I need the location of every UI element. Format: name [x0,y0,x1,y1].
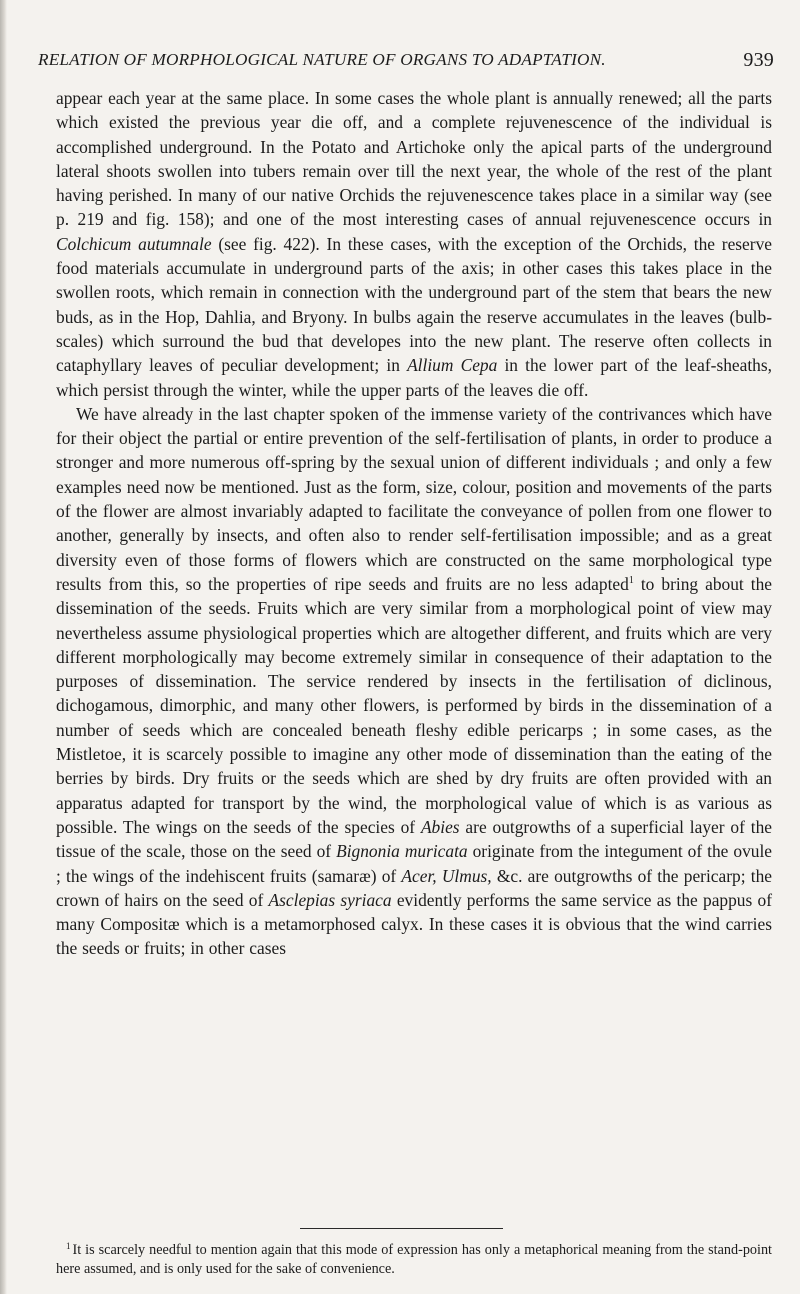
species-name: Allium Cepa [407,355,498,376]
text-run: to bring about the dissemination of the seeds. Fruits which are very similar from a morphological point of view may nevertheless assume physiological properties which are altogether different, and fruits which are very different morphologically may become extremely similar in consequence of their adaptation to the purposes of dissemination. The service rendered by insects in the fertilisation of diclinous, dichogamous, dimorphic, and many other flowers, is performed by birds in the dissemination of a number of seeds which are concealed beneath fleshy edible pericarps ; in some cases, as the Mistletoe, it is scarcely possible to imagine any other mode of dissemination than the eating of the berries by birds. Dry fruits or the seeds which are shed by dry fruits are often provided with an apparatus adapted for transport by the wind, the morphological value of which is as various as possible. The wings on the seeds of the species of [56,573,772,837]
footnote-rule [300,1228,503,1229]
text-run: (see fig. 422). In these cases, with the exception of the Orchids, the reserve food materials accumulate in underground parts of the axis; in other cases this takes place in the swollen roots, which remain in connection with the underground part of the stem that bears the new buds, as in the Hop, Dahlia, and Bryony. In bulbs again the reserve accumulates in the leaves (bulb-scales) which surround the bud that developes into the new plant. The reserve often collects in cataphyllary leaves of peculiar development; in [56,233,772,376]
text-run: are outgrowths of a superficial layer of the tissue of the scale, those on the seed of [56,816,773,862]
paragraph-1 [56,86,772,402]
text-run: &c. are outgrowths of the pericarp; the crown of hairs on the seed of [56,865,772,910]
text-run: evidently performs the same service as the pappus of many Compositæ which is a metamorphosed calyx. In these cases it is obvious that the wind carries the seeds or fruits; in other cases [56,889,772,959]
running-head [38,50,774,74]
species-name: Colchicum autumnale [56,233,212,254]
body-text [56,86,772,961]
paragraph-2 [56,402,772,961]
genus-names: Acer, Ulmus, [401,865,492,886]
species-name: Asclepias syriaca [268,889,392,910]
running-title: RELATION OF MORPHOLOGICAL NATURE OF ORGANS TO ADAPTATION. [38,50,606,69]
footnote [56,1237,772,1279]
page-number: 939 [743,49,774,71]
text-run: originate from the integument of the ovule ; the wings of the indehiscent fruits (samaræ) of [56,841,773,886]
species-name: Bignonia muricata [336,841,468,862]
binding-shadow [0,0,7,1294]
text-run: appear each year at the same place. In some cases the whole plant is annually renewed; all the parts which existed the previous year die off, and a complete rejuvenescence of the individual is accomplished underground. In the Potato and Artichoke only the apical parts of the underground lateral shoots swollen into tubers remain over till the next year, the whole of the rest of the plant having perished. In many of our native Orchids the rejuvenescence takes place in a similar way (see p. 219 and fig. 158); and one of the most interesting cases of annual rejuvenescence occurs in [56,88,772,230]
text-run: We have already in the last chapter spoken of the immense variety of the contrivances which have for their object the partial or entire prevention of the self-fertilisation of plants, in order to produce a stronger and more numerous off-spring by the sexual union of different individuals ; and only a few examples need now be mentioned. Just as the form, size, colour, position and movements of the parts of the flower are almost invariably adapted to facilitate the conveyance of pollen from one flower to another, generally by insects, and often also to render self-fertilisation impossible; and as a great diversity even of those forms of flowers which are constructed on the same morphological type results from this, so the properties of ripe seeds and fruits are no less adapted [56,403,772,594]
text-run: in the lower part of the leaf-sheaths, which persist through the winter, while the upper parts of the leaves die off. [56,355,772,400]
genus-name: Abies [420,816,460,837]
footnote-text: It is scarcely needful to mention again that this mode of expression has only a metaphorical meaning from the stand-point here assumed, and is only used for the sake of convenience. [56,1242,772,1277]
footnote-number: 1 [66,1241,71,1251]
footnote-reference: 1 [628,574,634,586]
